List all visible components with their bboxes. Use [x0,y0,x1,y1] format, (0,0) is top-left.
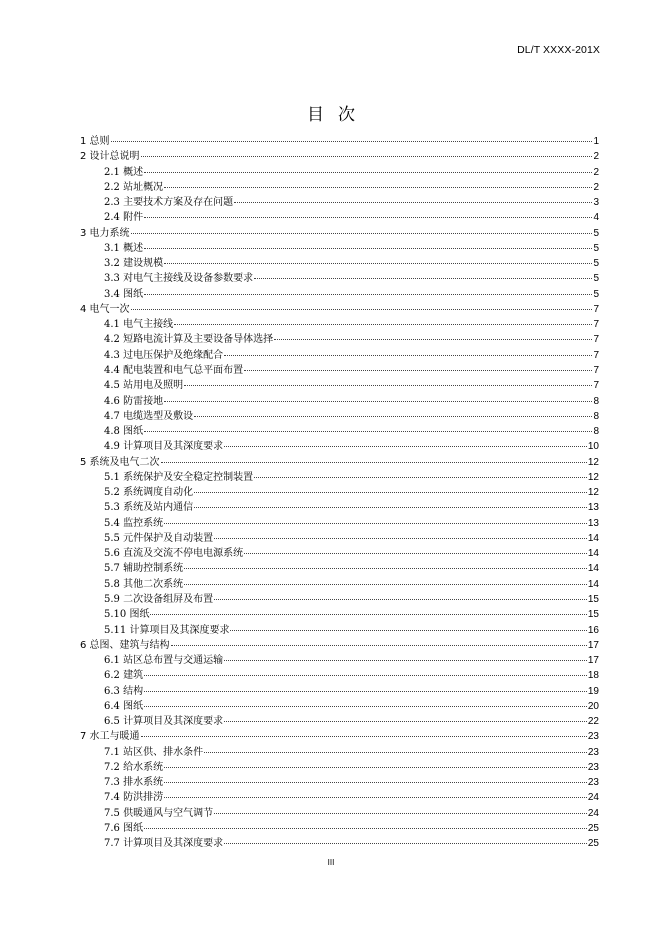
toc-entry[interactable] [80,623,599,638]
toc-entry-page: 7 [593,334,599,346]
toc-entry-page: 14 [587,548,599,560]
toc-dot-leader [224,446,587,447]
toc-dot-leader [141,156,593,157]
toc-entry-page: 5 [593,258,599,270]
toc-entry-page: 14 [587,532,599,544]
toc-entry-page: 7 [593,380,599,392]
toc-entry-label: 7.3 排水系统 [104,777,164,789]
toc-entry-label: 5.7 辅助控制系统 [104,563,184,575]
toc-entry-page: 8 [593,410,599,422]
toc-entry-page: 15 [587,593,599,605]
toc-entry[interactable] [80,546,599,561]
toc-entry[interactable] [80,806,599,821]
toc-entry[interactable] [80,195,599,210]
toc-entry[interactable] [80,271,599,286]
toc-entry-label: 4.2 短路电流计算及主要设备导体选择 [104,334,274,346]
toc-dot-leader [214,813,587,814]
toc-entry[interactable] [80,638,599,653]
toc-entry-page: 13 [587,517,599,529]
toc-entry-page: 2 [593,151,599,163]
toc-entry-page: 23 [587,731,599,743]
toc-entry[interactable] [80,653,599,668]
toc-entry-page: 23 [587,746,599,758]
table-of-contents [80,134,599,851]
toc-entry-label: 4.4 配电装置和电气总平面布置 [104,364,244,376]
toc-entry[interactable] [80,561,599,576]
toc-entry[interactable] [80,409,599,424]
toc-dot-leader [144,691,587,692]
toc-entry-page: 14 [587,578,599,590]
toc-dot-leader [131,309,593,310]
toc-dot-leader [214,538,587,539]
toc-entry-page: 25 [587,838,599,850]
toc-dot-leader [144,706,587,707]
toc-entry[interactable] [80,180,599,195]
toc-entry-label: 7.1 站区供、排水条件 [104,746,204,758]
toc-dot-leader [144,431,592,432]
toc-entry-page: 7 [593,349,599,361]
toc-entry[interactable] [80,714,599,729]
toc-entry[interactable] [80,729,599,744]
toc-entry-page: 5 [593,227,599,239]
toc-dot-leader [194,507,587,508]
toc-dot-leader [131,233,593,234]
toc-entry-label: 2.3 主要技术方案及存在问题 [104,197,234,209]
toc-entry-page: 5 [593,273,599,285]
toc-dot-leader [150,614,586,615]
toc-entry-label: 6.1 站区总布置与交通运输 [104,655,224,667]
toc-dot-leader [144,828,587,829]
toc-entry-label: 5.11 计算项目及其深度要求 [104,624,230,636]
toc-entry-page: 5 [593,242,599,254]
toc-entry[interactable] [80,607,599,622]
toc-entry-page: 12 [587,487,599,499]
page-number: III [327,858,335,867]
toc-entry[interactable] [80,760,599,775]
toc-dot-leader [194,416,592,417]
toc-entry-page: 17 [587,639,599,651]
toc-dot-leader [144,248,592,249]
toc-dot-leader [224,721,587,722]
toc-dot-leader [244,370,592,371]
toc-entry-label: 5.5 元件保护及自动装置 [104,532,214,544]
toc-entry-label: 5.4 监控系统 [104,517,164,529]
toc-entry[interactable] [80,348,599,363]
toc-entry-label: 6.3 结构 [104,685,144,697]
toc-entry-page: 7 [593,319,599,331]
toc-entry[interactable] [80,836,599,851]
toc-entry[interactable] [80,684,599,699]
toc-entry-label: 7.4 防洪排涝 [104,792,164,804]
toc-entry[interactable] [80,775,599,790]
toc-entry-page: 12 [587,456,599,468]
toc-entry-label: 5.6 直流及交流不停电电源系统 [104,548,244,560]
toc-entry[interactable] [80,592,599,607]
toc-entry-label: 7.2 给水系统 [104,761,164,773]
toc-dot-leader [164,767,587,768]
toc-entry[interactable] [80,516,599,531]
toc-entry-label: 7 水工与暖通 [80,731,140,743]
toc-dot-leader [184,568,587,569]
toc-dot-leader [204,752,587,753]
toc-entry-page: 5 [593,288,599,300]
toc-entry-label: 5.3 系统及站内通信 [104,502,194,514]
toc-entry-label: 4.1 电气主接线 [104,319,174,331]
toc-entry[interactable] [80,470,599,485]
toc-entry[interactable] [80,699,599,714]
toc-entry[interactable] [80,668,599,683]
toc-entry-label: 3 电力系统 [80,227,130,239]
toc-dot-leader [141,736,587,737]
toc-entry[interactable] [80,317,599,332]
toc-entry[interactable] [80,485,599,500]
toc-entry[interactable] [80,165,599,180]
toc-entry[interactable] [80,394,599,409]
toc-dot-leader [164,263,592,264]
toc-entry-label: 3.3 对电气主接线及设备参数要求 [104,273,254,285]
toc-entry-label: 6.4 图纸 [104,700,144,712]
toc-entry[interactable] [80,378,599,393]
toc-entry-label: 2.2 站址概况 [104,181,164,193]
toc-dot-leader [164,187,592,188]
toc-entry-label: 7.6 图纸 [104,822,144,834]
toc-entry[interactable] [80,241,599,256]
toc-entry-page: 20 [587,700,599,712]
toc-dot-leader [184,584,587,585]
toc-entry-label: 7.7 计算项目及其深度要求 [104,838,224,850]
toc-entry[interactable] [80,790,599,805]
toc-dot-leader [174,324,592,325]
toc-entry-page: 10 [587,441,599,453]
toc-entry-page: 4 [593,212,599,224]
toc-entry[interactable] [80,821,599,836]
toc-entry-label: 5.9 二次设备组屏及布置 [104,593,214,605]
toc-dot-leader [144,172,592,173]
toc-entry[interactable] [80,226,599,241]
toc-entry-label: 5.1 系统保护及安全稳定控制装置 [104,471,254,483]
toc-entry-label: 4.6 防雷接地 [104,395,164,407]
toc-entry-page: 23 [587,761,599,773]
toc-dot-leader [274,339,592,340]
document-code-header: DL/T XXXX-201X [517,44,600,56]
toc-entry-page: 24 [587,792,599,804]
toc-entry-label: 4.3 过电压保护及绝缘配合 [104,349,224,361]
toc-entry-label: 2.4 附件 [104,212,144,224]
toc-entry-label: 3.1 概述 [104,242,144,254]
toc-entry-label: 4.5 站用电及照明 [104,380,184,392]
toc-entry-label: 6 总图、建筑与结构 [80,639,170,651]
toc-entry[interactable] [80,287,599,302]
toc-entry-label: 1 总则 [80,136,110,147]
toc-dot-leader [161,462,587,463]
toc-entry-page: 17 [587,655,599,667]
toc-dot-leader [164,782,587,783]
toc-entry-label: 2.1 概述 [104,166,144,178]
toc-entry[interactable] [80,577,599,592]
toc-entry[interactable] [80,455,599,470]
toc-dot-leader [254,477,587,478]
toc-dot-leader [171,645,587,646]
toc-dot-leader [224,355,592,356]
toc-entry-page: 8 [593,395,599,407]
toc-entry-page: 2 [593,181,599,193]
toc-entry-page: 18 [587,670,599,682]
toc-entry-label: 5.8 其他二次系统 [104,578,184,590]
toc-entry-page: 23 [587,777,599,789]
toc-entry-page: 8 [593,426,599,438]
toc-entry-label: 6.5 计算项目及其深度要求 [104,716,224,728]
toc-entry-page: 3 [593,197,599,209]
toc-entry-page: 12 [587,471,599,483]
toc-dot-leader [194,492,587,493]
toc-entry-label: 3.4 图纸 [104,288,144,300]
toc-dot-leader [111,141,593,142]
toc-dot-leader [164,401,592,402]
toc-entry[interactable] [80,363,599,378]
toc-entry[interactable] [80,500,599,515]
toc-entry[interactable] [80,256,599,271]
toc-entry-page: 7 [593,303,599,315]
toc-entry[interactable] [80,745,599,760]
toc-entry-page: 25 [587,822,599,834]
toc-entry-label: 6.2 建筑 [104,670,144,682]
toc-entry-label: 4.9 计算项目及其深度要求 [104,441,224,453]
toc-dot-leader [144,217,592,218]
toc-dot-leader [254,278,592,279]
toc-entry[interactable] [80,332,599,347]
toc-dot-leader [164,797,587,798]
toc-entry-label: 4 电气一次 [80,303,130,315]
toc-entry-label: 7.5 供暖通风与空气调节 [104,807,214,819]
toc-entry-page: 2 [593,166,599,178]
toc-dot-leader [164,523,587,524]
toc-dot-leader [144,294,592,295]
toc-entry-label: 3.2 建设规模 [104,258,164,270]
toc-entry-label: 4.7 电缆选型及敷设 [104,410,194,422]
toc-entry[interactable] [80,302,599,317]
toc-entry-page: 13 [587,502,599,514]
toc-entry-page: 19 [587,685,599,697]
toc-entry-label: 2 设计总说明 [80,151,140,163]
toc-entry-page: 15 [587,609,599,621]
toc-entry-page: 16 [587,624,599,636]
toc-dot-leader [224,843,587,844]
toc-entry-page: 1 [593,136,599,147]
toc-entry-label: 5.10 图纸 [104,609,150,621]
toc-entry[interactable] [80,210,599,225]
toc-entry-page: 7 [593,364,599,376]
toc-entry-page: 14 [587,563,599,575]
toc-entry[interactable] [80,439,599,454]
toc-entry-page: 24 [587,807,599,819]
toc-entry[interactable] [80,424,599,439]
toc-entry-label: 5 系统及电气二次 [80,456,160,468]
toc-dot-leader [234,202,592,203]
toc-dot-leader [184,385,592,386]
toc-entry[interactable] [80,531,599,546]
toc-dot-leader [224,660,587,661]
toc-entry-label: 5.2 系统调度自动化 [104,487,194,499]
toc-dot-leader [230,630,586,631]
toc-dot-leader [244,553,587,554]
toc-entry-label: 4.8 图纸 [104,426,144,438]
toc-dot-leader [214,599,587,600]
toc-entry-page: 22 [587,716,599,728]
toc-entry[interactable] [80,134,599,149]
page-title: 目次 [307,105,369,125]
toc-dot-leader [144,675,587,676]
toc-entry[interactable] [80,149,599,164]
